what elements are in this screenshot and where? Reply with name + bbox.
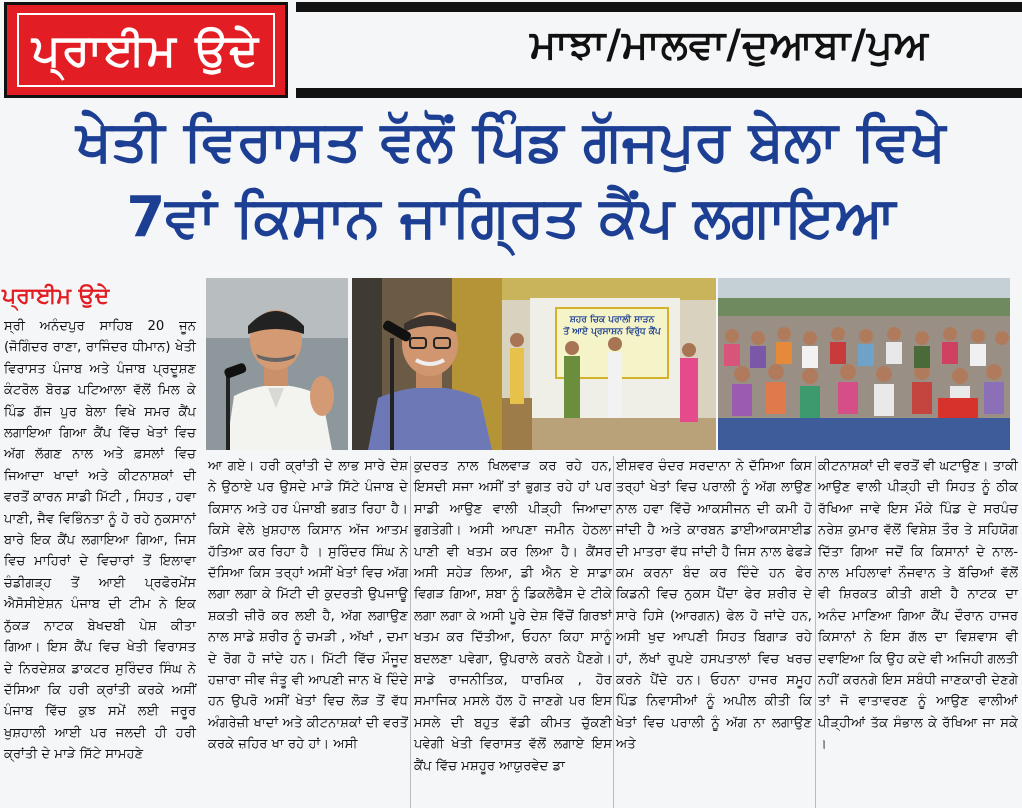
masthead bbox=[0, 0, 1022, 100]
banner-line-1: ਸ਼ਹਰ ਚਿਕ ਪਰਾਲੀ ਸਾੜਨ bbox=[569, 315, 655, 325]
headline-line-1: ਖੇਤੀ ਵਿਰਾਸਤ ਵੱਲੋਂ ਪਿੰਡ ਗੱਜਪੁਰ ਬੇਲਾ ਵਿਖੇ bbox=[76, 109, 946, 174]
photo-speaker-glasses bbox=[352, 278, 502, 450]
photo-audience bbox=[718, 278, 1010, 450]
photo-speaker-bandana bbox=[206, 278, 348, 450]
masthead-bottom-rule bbox=[296, 88, 1022, 98]
masthead-brand-name: ਪ੍ਰਾਈਮ ਉਦੇ bbox=[31, 24, 261, 76]
article-paragraph: ਆ ਗਏ। ਹਰੀ ਕ੍ਰਾਂਤੀ ਦੇ ਲਾਭ ਸਾਰੇ ਦੇਸ਼ ਨੇ ਉਠਾਏ ਪਰ ਉਸਦੇ ਮਾੜੇ ਸਿੱਟੇ ਪੰਜਾਬ ਦੇ ਕਿਸਾਨ ਅਤੇ ਹਰ ਪੰਜਾਬੀ ਭਗਤ ਰਿਹਾ ਹੈ। ਕਿਸੇ ਵੇਲੇ ਖ਼ੁਸ਼ਹਾਲ ਕਿਸਾਨ ਅੱਜ ਆਤਮ ਹੱਤਿਆ ਕਰ ਰਿਹਾ ਹੈ । ਸੁਰਿੰਦਰ ਸਿੰਘ ਨੇ ਦੱਸਿਆ ਕਿਸ ਤਰ੍ਹਾਂ ਅਸੀਂ ਖੇਤਾਂ ਵਿਚ ਅੱਗ ਲਗਾ ਲਗਾ ਕੇ ਮਿੱਟੀ ਦੀ ਕੁਦਰਤੀ ਉਪਜਾਊ ਸ਼ਕਤੀ ਜ਼ੀਰੋ ਕਰ ਲਈ ਹੈ, ਅੱਗ ਲਗਾਉਣ ਨਾਲ ਸਾਡੇ ਸ਼ਰੀਰ ਨੂੰ ਚਮੜੀ , ਅੱਖਾਂ , ਦਮਾ ਦੇ ਰੋਗ ਹੋ ਜਾਂਦੇ ਹਨ। ਮਿੱਟੀ ਵਿੱਚ ਮੌਜੂਦ ਹਜ਼ਾਰਾ ਜੀਵ ਜੰਤੂ ਵੀ ਆਪਣੀ ਜਾਨ ਖੋ ਦਿੰਦੇ ਹਨ ਉਪਰੋ ਅਸੀਂ ਖੇਤਾਂ ਵਿਚ ਲੋੜ ਤੋਂ ਵੱਧ ਅੰਗਰੇਜ਼ੀ ਖਾਦਾਂ ਅਤੇ ਕੀਟਨਾਸ਼ਕਾਂ ਦੀ ਵਰਤੋਂ ਕਰਕੇ ਜ਼ਹਿਰ ਖਾ ਰਹੇ ਹਾਂ। ਅਸੀ bbox=[208, 459, 408, 753]
article-paragraph: ਕੀਟਨਾਸ਼ਕਾਂ ਦੀ ਵਰਤੋਂ ਵੀ ਘਟਾਉਣ। ਤਾਕੀ ਆਉਣ ਵਾਲੀ ਪੀੜ੍ਹੀ ਦੀ ਸਿਹਤ ਨੂੰ ਠੀਕ ਰੱਖਿਆ ਜਾਵੇ ਇਸ ਮੌਕੇ ਪਿੰਡ ਦੇ ਸਰਪੰਚ ਨਰੇਸ਼ ਕੁਮਾਰ ਵੱਲੋਂ ਵਿਸ਼ੇਸ਼ ਤੌਰ ਤੇ ਸਹਿਯੋਗ ਦਿੱਤਾ ਗਿਆ ਜਦੋਂ ਕਿ ਕਿਸਾਨਾਂ ਦੇ ਨਾਲ-ਨਾਲ ਮਹਿਲਾਵਾਂ ਨੌਜਵਾਨ ਤੇ ਬੱਚਿਆਂ ਵੱਲੋਂ ਵੀ ਸ਼ਿਰਕਤ ਕੀਤੀ ਗਈ ਹੈ ਨਾਟਕ ਦਾ ਅਨੰਦ ਮਾਣਿਆ ਗਿਆ ਕੈਂਪ ਦੌਰਾਨ ਹਾਜਰ ਕਿਸਾਨਾਂ ਨੇ ਇਸ ਗੱਲ ਦਾ ਵਿਸ਼ਵਾਸ ਵੀ ਦਵਾਇਆ ਕਿ ਉਹ ਕਦੇ ਵੀ ਅਜਿਹੀ ਗਲਤੀ ਨਹੀਂ ਕਰਨਗੇ ਇਸ ਸਬੰਧੀ ਜਾਣਕਾਰੀ ਦੇਣਗੇ ਤਾਂ ਜੋ ਵਾਤਾਵਰਣ ਨੂੰ ਆਉਣ ਵਾਲੀਆਂ ਪੀੜ੍ਹੀਆਂ ਤੱਕ ਸੰਭਾਲ ਕੇ ਰੱਖਿਆ ਜਾ ਸਕੇ । bbox=[818, 459, 1018, 753]
column-divider bbox=[815, 456, 816, 808]
article-column-2 bbox=[208, 456, 408, 756]
article-column-5 bbox=[818, 456, 1018, 756]
banner-text bbox=[558, 314, 666, 338]
article-paragraph: ਕੁਦਰਤ ਨਾਲ ਖਿਲਵਾੜ ਕਰ ਰਹੇ ਹਨ, ਇਸਦੀ ਸਜਾ ਅਸੀਂ ਤਾਂ ਭੁਗਤ ਰਹੇ ਹਾਂ ਪਰ ਸਾਡੀ ਆਉਣ ਵਾਲੀ ਪੀੜ੍ਹੀ ਜਿਆਦਾ ਭੁਗਤੇਗੀ। ਅਸੀ ਆਪਣਾ ਜਮੀਨ ਹੇਠਲਾ ਪਾਣੀ ਵੀ ਖਤਮ ਕਰ ਲਿਆ ਹੈ। ਕੈਂਸਰ ਅਸੀ ਸਹੇੜ ਲਿਆ, ਡੀ ਐਨ ਏ ਸਾਡਾ ਵਿਗੜ ਗਿਆ, ਸ਼ਬਾ ਨੂੰ ਡਿਕਲੋਫੈਸ ਦੇ ਟੀਕੇ ਲਗਾ ਲਗਾ ਕੇ ਅਸੀ ਪੂਰੇ ਦੇਸ਼ ਵਿੱਚੋਂ ਗਿਰਝਾਂ ਖਤਮ ਕਰ ਦਿੱਤੀਆ, ਓਹਨਾ ਕਿਹਾ ਸਾਨੂੰ ਬਦਲਣਾ ਪਵੇਗਾ, ਉਪਰਾਲੇ ਕਰਨੇ ਪੈਣਗੇ। ਸਾਡੇ ਰਾਜਨੀਤਿਕ, ਧਾਰਮਿਕ , ਹੋਰ ਸਮਾਜਿਕ ਮਸਲੇ ਹੱਲ ਹੋ ਜਾਣਗੇ ਪਰ ਇਸ ਮਸਲੇ ਦੀ ਬਹੁਤ ਵੱਡੀ ਕੀਮਤ ਚੁੱਕਣੀ ਪਵੇਗੀ ਖੇਤੀ ਵਿਰਾਸਤ ਵੱਲੋਂ ਲਗਾਏ ਇਸ ਕੈਂਪ ਵਿੱਚ ਮਸ਼ਹੂਰ ਆਯੁਰਵੇਦ ਡਾ bbox=[414, 459, 612, 774]
article-paragraph: ਈਸ਼ਵਰ ਚੰਦਰ ਸਰਦਾਨਾ ਨੇ ਦੱਸਿਆ ਕਿਸ ਤਰ੍ਹਾਂ ਖੇਤਾਂ ਵਿਚ ਪਰਾਲੀ ਨੂੰ ਅੱਗ ਲਾਉਣ ਨਾਲ ਹਵਾ ਵਿੱਚੋ ਆਕਸੀਜਨ ਦੀ ਕਮੀ ਹੋ ਜਾਂਦੀ ਹੈ ਅਤੇ ਕਾਰਬਨ ਡਾਈਆਕਸਾਈਡ ਦੀ ਮਾਤਰਾ ਵੱਧ ਜਾਂਦੀ ਹੈ ਜਿਸ ਨਾਲ ਫੇਫੜੇ ਕਮ ਕਰਨਾ ਬੰਦ ਕਰ ਦਿੰਦੇ ਹਨ ਫੇਰ ਕਿਡਨੀ ਵਿਚ ਨੁਕਸ ਪੈਂਦਾ ਫੇਰ ਸ਼ਰੀਰ ਦੇ ਸਾਰੇ ਹਿਸੇ (ਆਰਗਨ) ਫੇਲ ਹੋ ਜਾਂਦੇ ਹਨ, ਅਸੀ ਖੁਦ ਆਪਣੀ ਸਿਹਤ ਬਿਗਾੜ ਰਹੇ ਹਾਂ, ਲੱਖਾਂ ਰੁਪਏ ਹਸਪਤਾਲਾਂ ਵਿਚ ਖਰਚ ਕਰਨੇ ਪੈਂਦੇ ਹਨ। ਓਹਨਾ ਹਾਜਰ ਸਮੂਹ ਪਿੰਡ ਨਿਵਾਸੀਆਂ ਨੂੰ ਅਪੀਲ ਕੀਤੀ ਕਿ ਖੇਤਾਂ ਵਿਚ ਪਰਾਲੀ ਨੂੰ ਅੱਗ ਨਾ ਲਗਾਉਣ ਅਤੇ bbox=[616, 459, 812, 753]
masthead-top-rule bbox=[296, 2, 1022, 12]
article-column-4 bbox=[616, 456, 812, 756]
article-column-1 bbox=[4, 316, 196, 766]
byline-logo: ਪ੍ਰਾਈਮ ਉਦੇ bbox=[2, 284, 110, 309]
article-column-3 bbox=[414, 456, 612, 777]
headline-line-2: 7ਵਾਂ ਕਿਸਾਨ ਜਾਗ੍ਰਿਤ ਕੈਂਪ ਲਗਾਇਆ bbox=[126, 185, 896, 250]
column-divider bbox=[410, 456, 411, 808]
masthead-logo bbox=[4, 2, 288, 98]
column-divider bbox=[613, 456, 614, 808]
article-paragraph: ਸ੍ਰੀ ਅਨੰਦਪੁਰ ਸਾਹਿਬ 20 ਜੂਨ (ਜੋਗਿੰਦਰ ਰਾਣਾ, ਰਾਜਿੰਦਰ ਧੀਮਾਨ) ਖੇਤੀ ਵਿਰਾਸਤ ਪੰਜਾਬ ਅਤੇ ਪੰਜਾਬ ਪ੍ਰਦੂਸ਼ਣ ਕੰਟਰੋਲ ਬੋਰਡ ਪਟਿਆਲਾ ਵੱਲੋਂ ਮਿਲ ਕੇ ਪਿੰਡ ਗੱਜ ਪੁਰ ਬੇਲਾ ਵਿਖੇ ਸਮਰ ਕੈਂਪ ਲਗਾਇਆ ਗਿਆ ਕੈਂਪ ਵਿੱਚ ਖੇਤਾਂ ਵਿਚ ਅੱਗ ਲੱਗਣ ਨਾਲ ਅਤੇ ਫ਼ਸਲਾਂ ਵਿਚ ਜਿਆਦਾ ਖਾਦਾਂ ਅਤੇ ਕੀਟਨਾਸ਼ਕਾਂ ਦੀ ਵਰਤੋਂ ਕਾਰਨ ਸਾਡੀ ਮਿੱਟੀ , ਸਿਹਤ , ਹਵਾ ਪਾਣੀ, ਜੈਵ ਵਿਭਿੰਨਤਾ ਨੂੰ ਹੋ ਰਹੇ ਨੁਕਸਾਨਾਂ ਬਾਰੇ ਇਕ ਕੈਂਪ ਲਗਾਇਆ ਗਿਆ, ਜਿਸ ਵਿਚ ਮਾਹਿਰਾਂ ਦੇ ਵਿਚਾਰਾਂ ਤੋਂ ਇਲਾਵਾ ਚੰਡੀਗੜ੍ਹ ਤੋਂ ਆਈ ਪ੍ਰਫੋਰਮੇਂਸ ਐਸੋਸੀਏਸ਼ਨ ਪੰਜਾਬ ਦੀ ਟੀਮ ਨੇ ਇਕ ਨੁੱਕੜ ਨਾਟਕ ਬੇਖਦਬੀ ਪੇਸ਼ ਕੀਤਾ ਗਿਆ। ਇਸ ਕੈਂਪ ਵਿਚ ਖੇਤੀ ਵਿਰਾਸਤ ਦੇ ਨਿਰਦੇਸ਼ਕ ਡਾਕਟਰ ਸੁਰਿੰਦਰ ਸਿੰਘ ਨੇ ਦੱਸਿਆ ਕਿ ਹਰੀ ਕ੍ਰਾਂਤੀ ਕਰਕੇ ਅਸੀਂ ਪੰਜਾਬ ਵਿੱਚ ਕੁਝ ਸਮੇਂ ਲਈ ਜਰੂਰ ਖੁਸ਼ਹਾਲੀ ਆਈ ਪਰ ਜਲਦੀ ਹੀ ਹਰੀ ਕ੍ਰਾਂਤੀ ਦੇ ਮਾੜੇ ਸਿੱਟੇ ਸਾਮਹਣੇ bbox=[4, 319, 196, 763]
photo-street-play bbox=[502, 278, 716, 450]
headline bbox=[0, 104, 1022, 264]
banner-line-2: ਤੋਂ ਆਏ ਪ੍ਰਸਾਸ਼ਨ ਵਿਰੁੱਧ ਕੈਂਪ bbox=[563, 327, 661, 337]
masthead-regions: ਮਾਝਾ/ਮਾਲਵਾ/ਦੁਆਬਾ/ਪੁਅ bbox=[530, 22, 930, 68]
